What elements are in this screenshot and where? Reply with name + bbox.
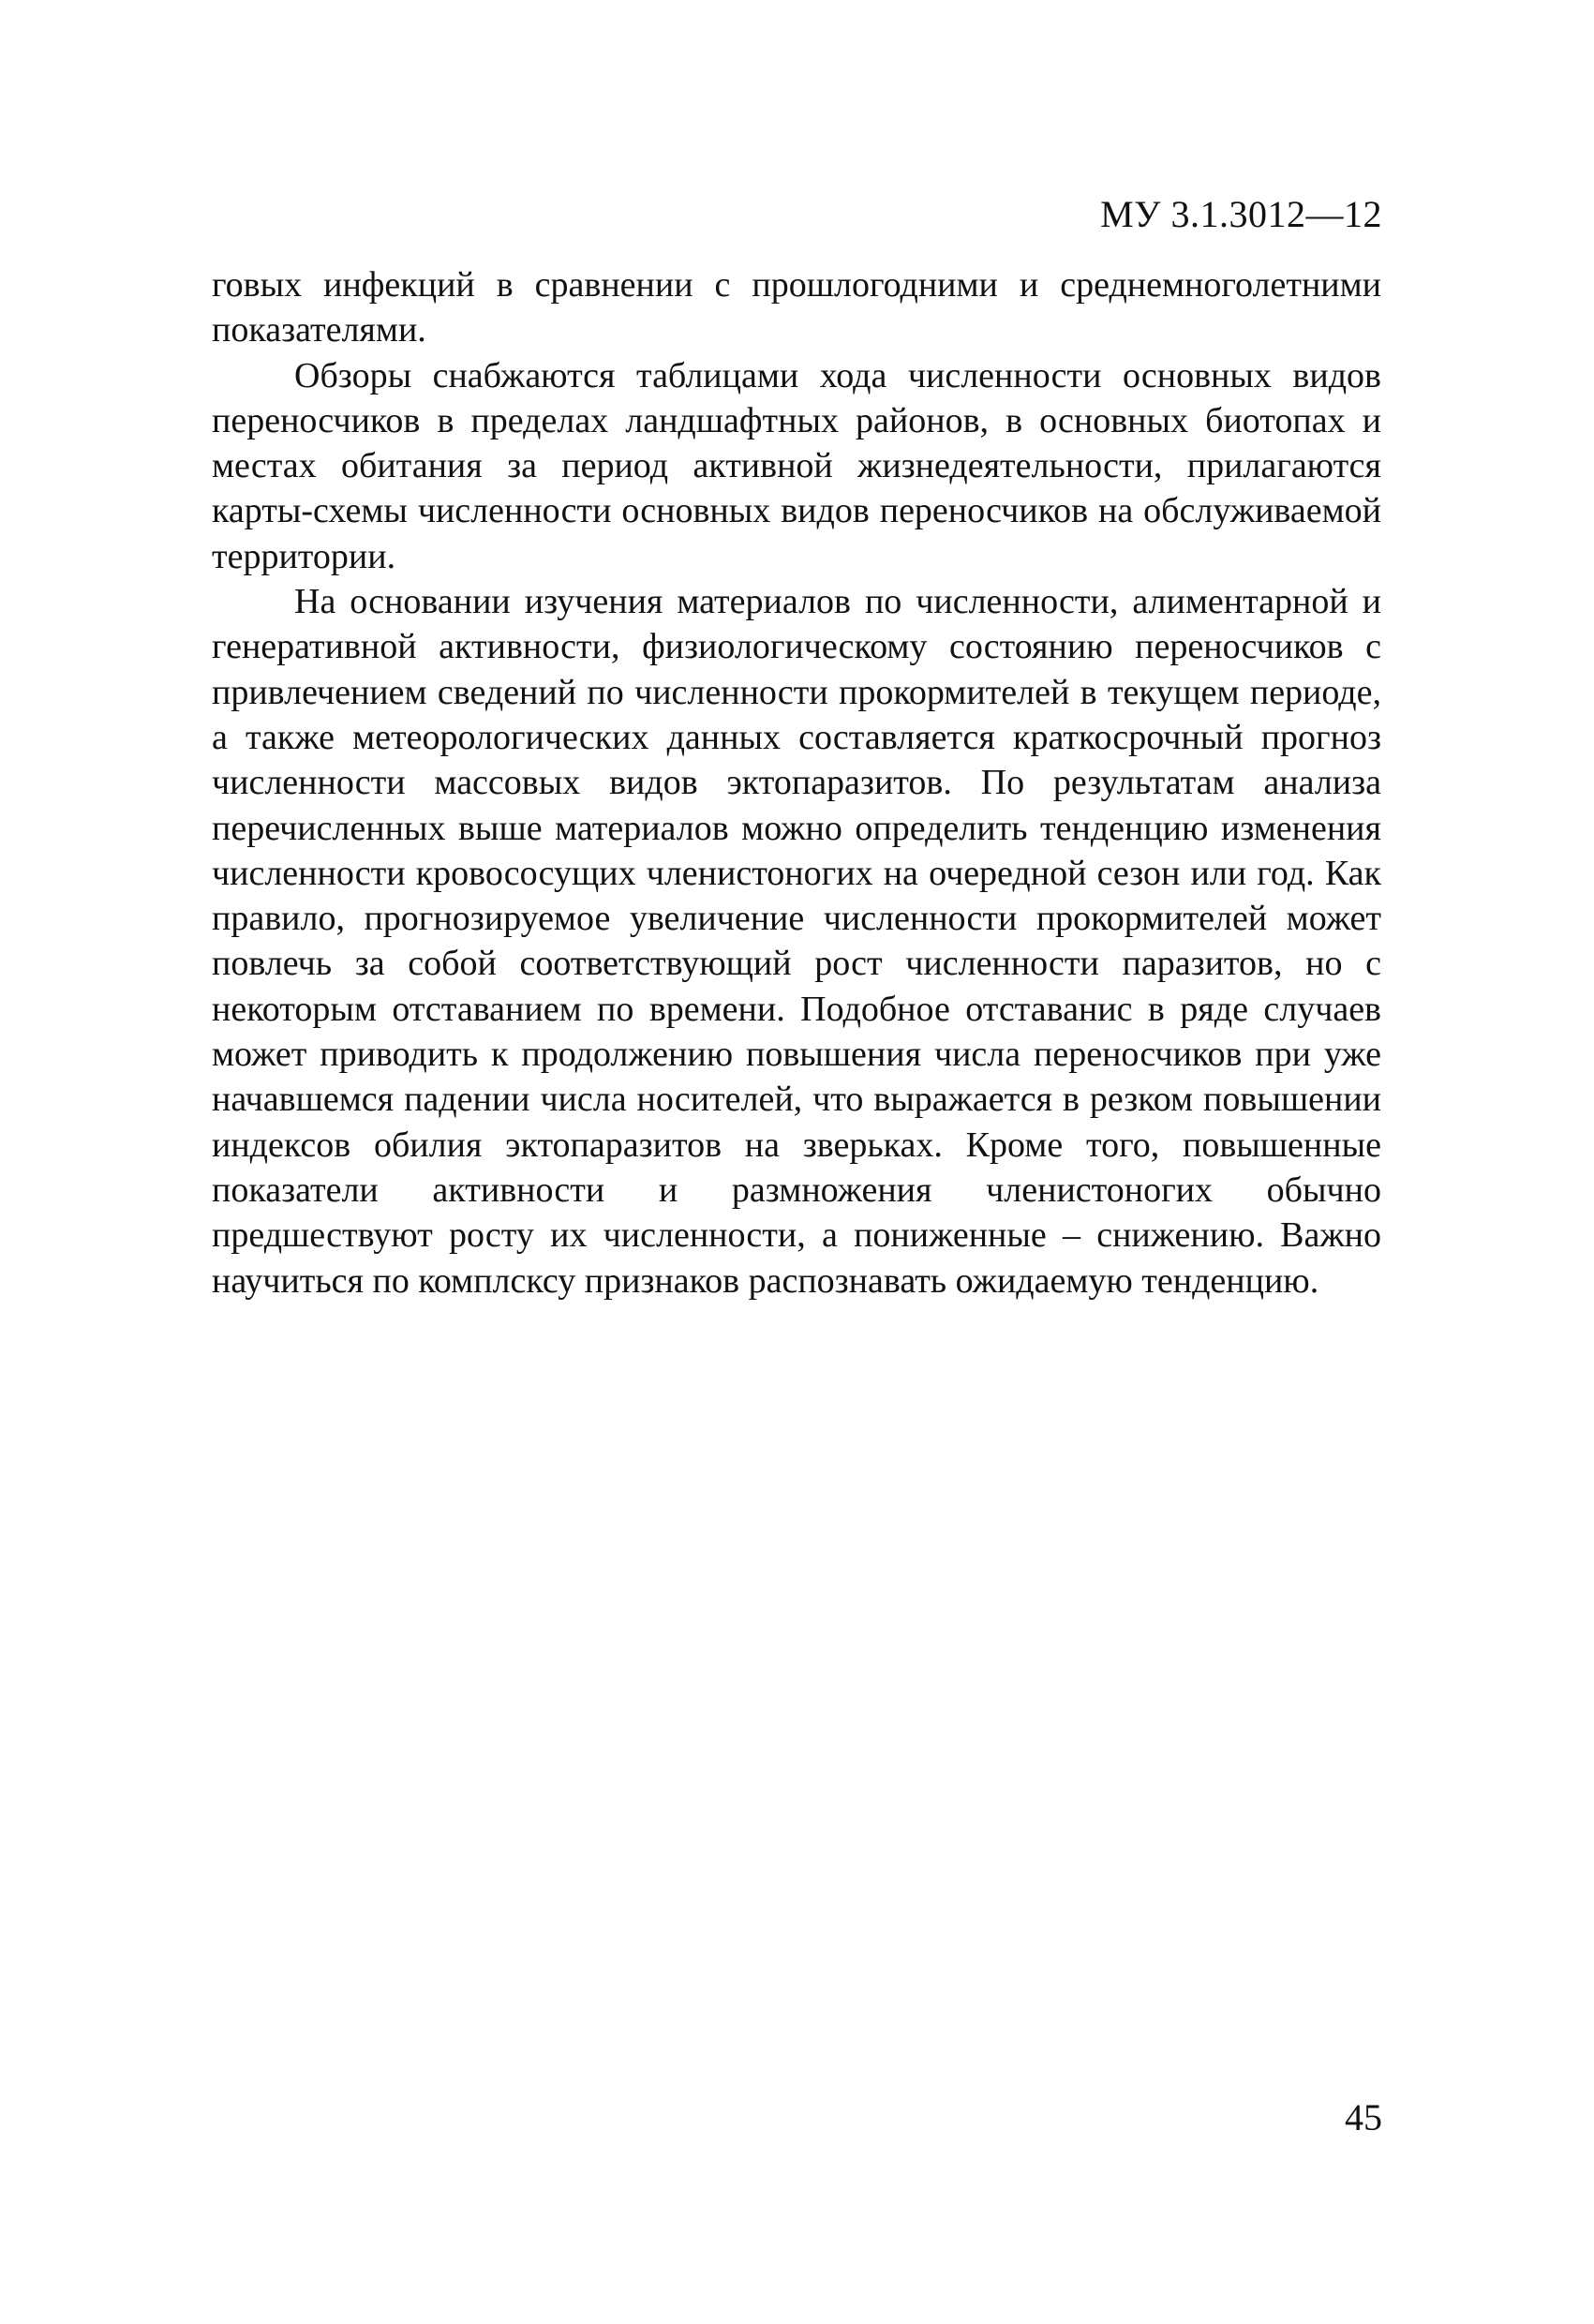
paragraph-reviews-tables: Обзоры снабжаются таблицами хода численности основных видов переносчиков в пределах ландшафтных районов, в основных биотопах и местах обитания за период активной жизнедеятельности, прилагаются карты-схемы численности основных видов переносчиков на обслуживаемой территории. — [212, 355, 1381, 576]
page-number: 45 — [1345, 2096, 1382, 2138]
body-text — [212, 262, 1381, 1304]
paragraph-short-term-forecast: На основании изучения материалов по численности, алиментарной и генеративной активности, физиологическому состоянию переносчиков с привлечением сведений по численности прокормителей в текущем периоде, а также метеорологических данных составляется краткосрочный прогноз численности массовых видов эктопаразитов. По результатам анализа перечисленных выше материалов можно определить тенденцию изменения численности кровососущих членистоногих на очередной сезон или год. Как правило, прогнозируемое увеличение численности прокормителей может повлечь за собой соответствующий рост численности паразитов, но с некоторым отставанием по времени. Подобное отставанис в ряде случаев может приводить к продолжению повышения числа переносчиков при уже начавшемся падении числа носителей, что выражается в резком повышении индексов обилия эктопаразитов на зверьках. Кроме того, повышенные показатели активности и размножения членистоногих обычно предшествуют росту их численности, а пониженные – снижению. Важно научиться по комплсксу признаков распознавать ожидаемую тенденцию. — [212, 582, 1381, 1301]
running-header-doc-code: МУ 3.1.3012—12 — [1100, 193, 1382, 235]
paragraph-continuation: говых инфекций в сравнении с прошлогодними и среднемноголетними показателями. — [212, 265, 1381, 350]
